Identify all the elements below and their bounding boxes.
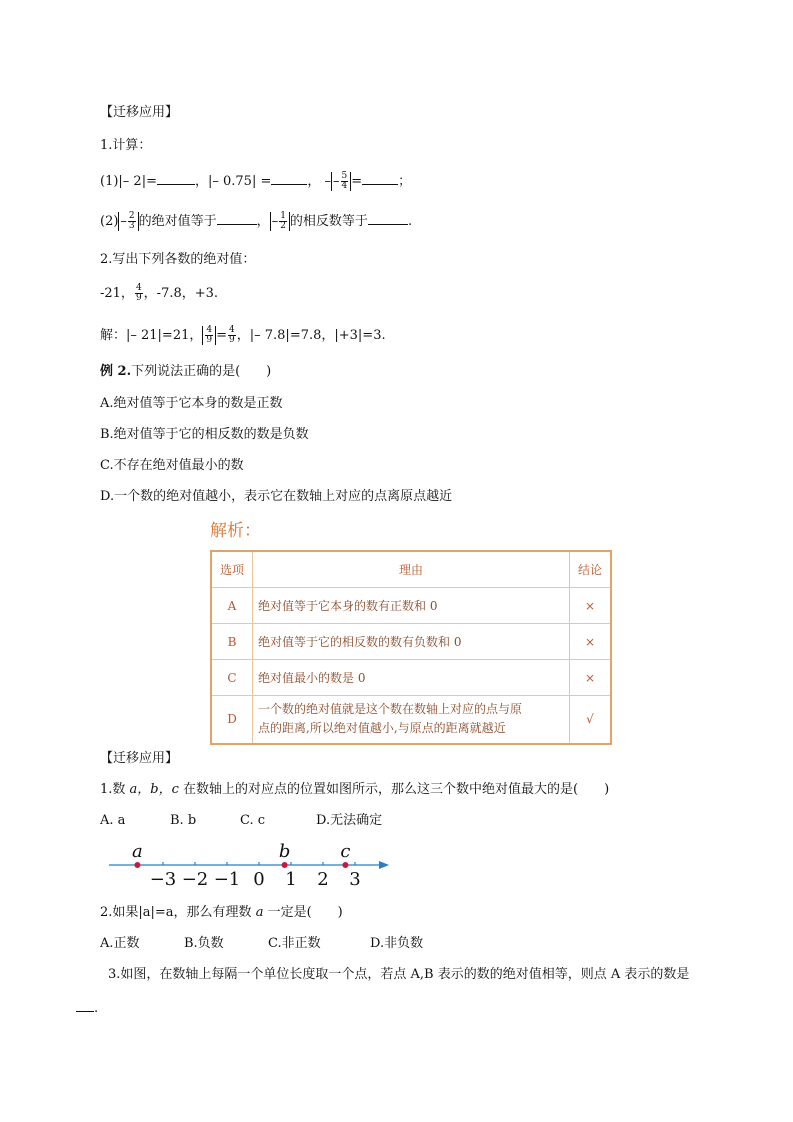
row-result: × [570,588,612,624]
s2-q2-option-c: C.非正数 [268,936,321,951]
row-option: C [211,660,253,696]
solution [100,326,386,345]
solution-part-b: ，|– 7.8|=7.8，|+3|=3. [236,328,386,343]
row-option: D [211,696,253,744]
s2-q1-option-d: D.无法确定 [316,813,383,828]
fraction: $\frac{4}{9}$ [229,325,235,345]
point-c [342,862,348,868]
s2-q1-option-c: C. c [240,813,266,828]
fraction: $\frac{2}{3}$ [128,211,135,231]
question-1: 1.计算： [100,138,152,153]
q1-2-prefix: (2) [100,214,119,229]
equals-sign: = [216,328,228,343]
q1-part-a: 1.数 [100,782,130,797]
absolute-value [202,326,216,345]
option-d: D.一个数的绝对值越小，表示它在数轴上对应的点离原点越近 [100,489,453,504]
question-1-1 [100,171,411,191]
tick-label: −1 [213,869,241,890]
number-line-figure [105,838,395,892]
tick-label: −3 [149,869,177,890]
row-option: A [211,588,253,624]
q1-2-end: . [407,214,413,229]
fraction: $\frac{5}{4}$ [341,171,348,191]
analysis-title: 解析： [210,521,261,541]
row-result: × [570,660,612,696]
section2-question-3: 3.如图，在数轴上每隔一个单位长度取一个点，若点 A,B 表示的数的绝对值相等，则点 A 表示的数是 [108,967,690,982]
example-label: 例 2. [100,364,132,379]
q1-part-b: 在数轴上的对应点的位置如图所示，那么这三个数中绝对值最大的是( ) [178,782,610,797]
q1-2-text-2: 的相反数等于 [289,214,368,229]
fraction: $\frac{4}{9}$ [135,283,142,303]
reason-line-1: 一个数的绝对值就是这个数在数轴上对应的点与原 [258,702,523,717]
analysis-table [210,550,612,745]
s2-q1-option-a: A. a [100,813,126,828]
header-reason: 理由 [253,551,570,588]
tick-label: 1 [285,869,297,890]
answer-blank[interactable] [362,171,398,185]
q1-1-part-d: = [351,174,363,189]
list-part-a: -21， [100,286,134,301]
row-reason: 绝对值等于它的相反数的数有负数和 0 [253,624,570,660]
header-option: 选项 [211,551,253,588]
section-heading-1: 【迁移应用】 [100,105,179,120]
axis-arrow [379,861,389,869]
absolute-value: – $\frac{5}{4}$ [331,172,351,191]
option-b: B.绝对值等于它的相反数的数是负数 [100,427,309,442]
point-label-b: b [278,841,291,862]
point-label-a: a [132,841,143,862]
section-heading-2: 【迁移应用】 [100,751,179,766]
list-part-b: ，-7.8，+3. [143,286,219,301]
answer-blank[interactable] [271,171,307,185]
s2-q1-option-b: B. b [170,813,197,828]
answer-blank[interactable] [157,171,195,185]
table-row [211,588,611,624]
section2-question-1 [100,781,609,799]
fraction: $\frac{4}{9}$ [206,325,213,345]
tick-label: 0 [253,869,265,890]
row-option: B [211,624,253,660]
q1-1-part-c: ， – [307,174,331,189]
row-reason: 绝对值等于它本身的数有正数和 0 [253,588,570,624]
absolute-value: – $\frac{2}{3}$ [118,212,138,231]
tick-label: 2 [317,869,329,890]
question-3-answer [76,998,98,1018]
q1-vars: a，b，c [129,782,179,797]
answer-blank[interactable] [368,211,408,225]
example-question: 下列说法正确的是( ) [131,364,272,379]
s2-q2-option-b: B.负数 [184,936,224,951]
q1-1-part-a: (1)|– 2|= [100,174,157,189]
answer-blank[interactable] [217,211,257,225]
q2-part-b: 一定是( ) [263,905,343,920]
header-result: 结论 [570,551,612,588]
option-a: A.绝对值等于它本身的数是正数 [100,396,283,411]
s2-q2-option-a: A.正数 [100,936,140,951]
row-reason: 绝对值最小的数是 0 [253,660,570,696]
q2-var: a [255,905,264,920]
q3-end: . [94,1001,99,1016]
table-row [211,624,611,660]
section2-question-2 [100,904,343,922]
row-result: √ [570,696,612,744]
point-b [282,862,288,868]
row-result: × [570,624,612,660]
option-c: C.不存在绝对值最小的数 [100,458,244,473]
table-row [211,696,611,744]
point-label-c: c [340,841,351,862]
example-2-stem [100,363,271,381]
question-2: 2.写出下列各数的绝对值： [100,252,256,267]
absolute-value: – $\frac{1}{2}$ [270,212,290,231]
q1-2-text-1: 的绝对值等于 [138,214,217,229]
answer-blank[interactable] [76,998,94,1012]
reason-line-2: 点的距离,所以绝对值越小,与原点的距离就越近 [258,721,506,736]
tick-label: −2 [181,869,209,890]
q1-1-part-b: ，|– 0.75| = [194,174,272,189]
question-1-2 [100,211,412,231]
question-2-list [100,284,218,303]
q2-part-a: 2.如果|a|=a，那么有理数 [100,905,256,920]
q1-1-end: ； [398,174,412,189]
fraction: $\frac{1}{2}$ [280,211,286,231]
table-row [211,660,611,696]
row-reason [253,696,570,744]
tick-label: 3 [349,869,361,890]
point-a [134,862,140,868]
q1-2-sep: ， [256,214,270,229]
table-header-row [211,551,611,588]
solution-part-a: 解：|– 21|=21， [100,328,203,343]
s2-q2-option-d: D.非负数 [370,936,424,951]
